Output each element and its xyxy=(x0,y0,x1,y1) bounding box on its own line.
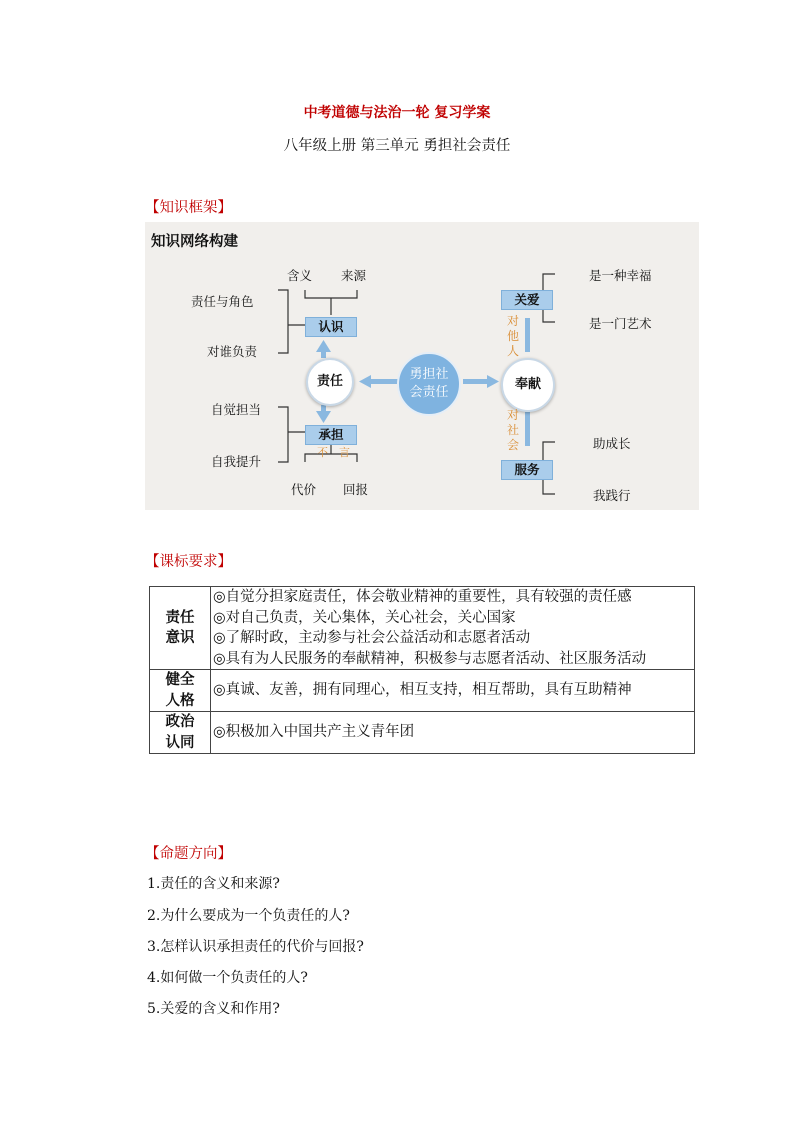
table-row xyxy=(150,587,695,670)
node-center xyxy=(397,352,461,416)
table-row xyxy=(150,712,695,754)
item-help-grow: 助成长 xyxy=(593,436,631,451)
label-yan: 言 xyxy=(339,446,350,459)
center-line-2: 会责任 xyxy=(409,385,449,400)
label-to-society-char-1: 对 xyxy=(506,408,519,422)
item-care-happiness: 是一种幸福 xyxy=(589,268,652,283)
requirement-item: ◎具有为人民服务的奉献精神，积极参与志愿者活动、社区服务活动 xyxy=(213,650,647,667)
row-head-line: 人格 xyxy=(165,692,195,709)
label-to-others-char-2: 他 xyxy=(506,329,519,343)
requirement-item: ◎了解时政，主动参与社会公益活动和志愿者活动 xyxy=(213,630,531,646)
section-heading-framework: 【知识框架】 xyxy=(145,200,232,216)
table-row xyxy=(150,670,695,712)
item-i-practice: 我践行 xyxy=(593,488,631,503)
requirement-item: ◎对自己负责，关心集体，关心社会，关心国家 xyxy=(213,609,516,626)
document-subtitle: 八年级上册 第三单元 勇担社会责任 xyxy=(283,138,511,154)
label-to-society xyxy=(506,408,520,453)
label-to-others-char-3: 人 xyxy=(506,344,519,358)
item-source: 来源 xyxy=(341,268,367,283)
label-to-society-char-2: 社 xyxy=(506,423,519,437)
label-to-others xyxy=(506,314,520,359)
row-head-line: 健全 xyxy=(165,672,195,688)
diagram-title: 知识网络构建 xyxy=(151,234,238,250)
row-body-responsibility xyxy=(211,587,695,670)
box-recognize: 认识 xyxy=(305,317,357,337)
row-head-line: 意识 xyxy=(165,630,195,646)
item-responsible-to-whom: 对谁负责 xyxy=(207,344,258,359)
label-bu: 不 xyxy=(317,446,328,459)
node-dedication: 奉献 xyxy=(501,358,555,412)
item-reward: 回报 xyxy=(343,482,369,497)
row-head-line: 认同 xyxy=(165,734,195,751)
node-responsibility: 责任 xyxy=(306,358,354,406)
requirement-item: ◎积极加入中国共产主义青年团 xyxy=(213,724,415,741)
item-self-commitment: 自觉担当 xyxy=(211,402,262,417)
question-item: 2.为什么要成为一个负责任的人? xyxy=(147,908,350,924)
row-head-line: 责任 xyxy=(165,609,195,626)
item-self-improvement: 自我提升 xyxy=(211,454,262,469)
row-head-political xyxy=(150,712,211,754)
row-body-political xyxy=(211,712,695,754)
question-item: 1.责任的含义和来源? xyxy=(147,876,280,892)
row-head-personality xyxy=(150,670,211,712)
question-item: 4.如何做一个负责任的人? xyxy=(147,970,308,986)
box-bear: 承担 xyxy=(305,425,357,445)
knowledge-network-diagram xyxy=(145,222,699,510)
question-item: 5.关爱的含义和作用? xyxy=(147,1001,280,1017)
row-body-personality xyxy=(211,670,695,712)
section-heading-direction: 【命题方向】 xyxy=(145,846,232,862)
box-care: 关爱 xyxy=(501,290,553,310)
section-heading-curriculum: 【课标要求】 xyxy=(145,554,232,570)
curriculum-requirements-table xyxy=(149,586,695,754)
label-to-others-char-1: 对 xyxy=(506,314,519,328)
item-cost: 代价 xyxy=(291,482,317,497)
question-item: 3.怎样认识承担责任的代价与回报? xyxy=(147,939,364,955)
row-head-responsibility xyxy=(150,587,211,670)
center-line-1: 勇担社 xyxy=(409,367,449,382)
item-meaning: 含义 xyxy=(287,268,313,283)
requirement-item: ◎真诚、友善，拥有同理心，相互支持，相互帮助，具有互助精神 xyxy=(213,682,632,699)
label-to-society-char-3: 会 xyxy=(506,438,519,452)
row-head-line: 政治 xyxy=(165,714,195,730)
box-service: 服务 xyxy=(501,460,553,480)
item-care-art: 是一门艺术 xyxy=(589,316,652,331)
item-responsibility-role: 责任与角色 xyxy=(191,294,254,309)
document-title: 中考道德与法治一轮 复习学案 xyxy=(303,105,491,121)
requirement-item: ◎自觉分担家庭责任，体会敬业精神的重要性，具有较强的责任感 xyxy=(213,589,632,605)
